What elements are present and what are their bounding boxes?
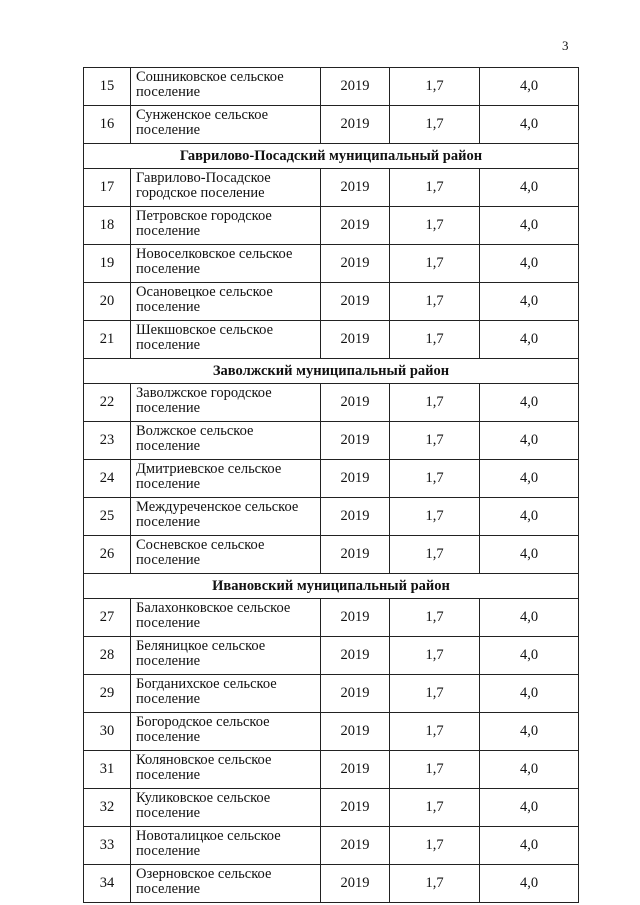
- table-row: [84, 713, 579, 751]
- settlement-name: Новоталицкое сельское поселение: [131, 827, 321, 865]
- value-1-cell: 1,7: [390, 384, 480, 422]
- row-number: 33: [84, 827, 131, 865]
- value-2-cell: 4,0: [480, 68, 579, 106]
- row-number: 23: [84, 422, 131, 460]
- settlement-name: Сошниковское сельское поселение: [131, 68, 321, 106]
- row-number: 16: [84, 106, 131, 144]
- settlement-name: Сунженское сельское поселение: [131, 106, 321, 144]
- settlement-name: Гаврилово-Посадское городское поселение: [131, 169, 321, 207]
- row-number: 31: [84, 751, 131, 789]
- settlements-table: [83, 67, 579, 903]
- row-number: 34: [84, 865, 131, 903]
- value-1-cell: 1,7: [390, 245, 480, 283]
- value-1-cell: 1,7: [390, 536, 480, 574]
- table-row: [84, 865, 579, 903]
- table-row: [84, 460, 579, 498]
- value-1-cell: 1,7: [390, 106, 480, 144]
- year-cell: 2019: [321, 68, 390, 106]
- settlement-name: Осановецкое сельское поселение: [131, 283, 321, 321]
- value-2-cell: 4,0: [480, 637, 579, 675]
- section-title: Ивановский муниципальный район: [84, 574, 579, 599]
- settlement-name: Сосневское сельское поселение: [131, 536, 321, 574]
- row-number: 32: [84, 789, 131, 827]
- year-cell: 2019: [321, 599, 390, 637]
- settlement-name: Шекшовское сельское поселение: [131, 321, 321, 359]
- table-row: [84, 536, 579, 574]
- table-row: [84, 827, 579, 865]
- settlement-name: Куликовское сельское поселение: [131, 789, 321, 827]
- year-cell: 2019: [321, 460, 390, 498]
- table-body: [84, 68, 579, 903]
- value-2-cell: 4,0: [480, 599, 579, 637]
- settlement-name: Беляницкое сельское поселение: [131, 637, 321, 675]
- value-1-cell: 1,7: [390, 321, 480, 359]
- value-2-cell: 4,0: [480, 789, 579, 827]
- value-2-cell: 4,0: [480, 207, 579, 245]
- row-number: 20: [84, 283, 131, 321]
- year-cell: 2019: [321, 321, 390, 359]
- value-1-cell: 1,7: [390, 460, 480, 498]
- year-cell: 2019: [321, 536, 390, 574]
- page-number: 3: [562, 38, 569, 53]
- table-row: [84, 637, 579, 675]
- year-cell: 2019: [321, 675, 390, 713]
- table-row: [84, 321, 579, 359]
- section-header-row: [84, 359, 579, 384]
- value-1-cell: 1,7: [390, 827, 480, 865]
- settlement-name: Новоселковское сельское поселение: [131, 245, 321, 283]
- value-1-cell: 1,7: [390, 68, 480, 106]
- year-cell: 2019: [321, 245, 390, 283]
- table-row: [84, 245, 579, 283]
- settlement-name: Заволжское городское поселение: [131, 384, 321, 422]
- value-1-cell: 1,7: [390, 751, 480, 789]
- value-2-cell: 4,0: [480, 106, 579, 144]
- settlement-name: Волжское сельское поселение: [131, 422, 321, 460]
- value-2-cell: 4,0: [480, 321, 579, 359]
- value-1-cell: 1,7: [390, 599, 480, 637]
- row-number: 25: [84, 498, 131, 536]
- value-2-cell: 4,0: [480, 384, 579, 422]
- table-row: [84, 106, 579, 144]
- value-1-cell: 1,7: [390, 207, 480, 245]
- year-cell: 2019: [321, 751, 390, 789]
- year-cell: 2019: [321, 384, 390, 422]
- value-1-cell: 1,7: [390, 283, 480, 321]
- table-row: [84, 751, 579, 789]
- value-1-cell: 1,7: [390, 422, 480, 460]
- value-2-cell: 4,0: [480, 675, 579, 713]
- section-header-row: [84, 574, 579, 599]
- row-number: 22: [84, 384, 131, 422]
- value-2-cell: 4,0: [480, 498, 579, 536]
- table-row: [84, 599, 579, 637]
- year-cell: 2019: [321, 207, 390, 245]
- section-title: Гаврилово-Посадский муниципальный район: [84, 144, 579, 169]
- settlement-name: Озерновское сельское поселение: [131, 865, 321, 903]
- value-2-cell: 4,0: [480, 865, 579, 903]
- settlement-name: Дмитриевское сельское поселение: [131, 460, 321, 498]
- table-row: [84, 789, 579, 827]
- table-row: [84, 498, 579, 536]
- settlement-name: Богородское сельское поселение: [131, 713, 321, 751]
- value-2-cell: 4,0: [480, 460, 579, 498]
- value-1-cell: 1,7: [390, 865, 480, 903]
- year-cell: 2019: [321, 827, 390, 865]
- year-cell: 2019: [321, 283, 390, 321]
- table-row: [84, 207, 579, 245]
- value-2-cell: 4,0: [480, 536, 579, 574]
- row-number: 17: [84, 169, 131, 207]
- year-cell: 2019: [321, 865, 390, 903]
- settlement-name: Коляновское сельское поселение: [131, 751, 321, 789]
- table-row: [84, 283, 579, 321]
- settlement-name: Балахонковское сельское поселение: [131, 599, 321, 637]
- section-header-row: [84, 144, 579, 169]
- year-cell: 2019: [321, 637, 390, 675]
- value-2-cell: 4,0: [480, 245, 579, 283]
- value-2-cell: 4,0: [480, 422, 579, 460]
- row-number: 27: [84, 599, 131, 637]
- settlement-name: Междуреченское сельское поселение: [131, 498, 321, 536]
- value-2-cell: 4,0: [480, 713, 579, 751]
- year-cell: 2019: [321, 498, 390, 536]
- table-row: [84, 169, 579, 207]
- value-1-cell: 1,7: [390, 637, 480, 675]
- row-number: 18: [84, 207, 131, 245]
- value-1-cell: 1,7: [390, 713, 480, 751]
- year-cell: 2019: [321, 789, 390, 827]
- table-row: [84, 422, 579, 460]
- row-number: 21: [84, 321, 131, 359]
- row-number: 26: [84, 536, 131, 574]
- value-1-cell: 1,7: [390, 498, 480, 536]
- table-row: [84, 675, 579, 713]
- value-2-cell: 4,0: [480, 827, 579, 865]
- settlement-name: Богданихское сельское поселение: [131, 675, 321, 713]
- row-number: 24: [84, 460, 131, 498]
- year-cell: 2019: [321, 106, 390, 144]
- value-1-cell: 1,7: [390, 789, 480, 827]
- year-cell: 2019: [321, 422, 390, 460]
- table-row: [84, 384, 579, 422]
- settlement-name: Петровское городское поселение: [131, 207, 321, 245]
- section-title: Заволжский муниципальный район: [84, 359, 579, 384]
- row-number: 30: [84, 713, 131, 751]
- row-number: 28: [84, 637, 131, 675]
- table-row: [84, 68, 579, 106]
- year-cell: 2019: [321, 169, 390, 207]
- value-2-cell: 4,0: [480, 751, 579, 789]
- value-2-cell: 4,0: [480, 283, 579, 321]
- row-number: 29: [84, 675, 131, 713]
- value-1-cell: 1,7: [390, 169, 480, 207]
- value-1-cell: 1,7: [390, 675, 480, 713]
- row-number: 15: [84, 68, 131, 106]
- row-number: 19: [84, 245, 131, 283]
- year-cell: 2019: [321, 713, 390, 751]
- value-2-cell: 4,0: [480, 169, 579, 207]
